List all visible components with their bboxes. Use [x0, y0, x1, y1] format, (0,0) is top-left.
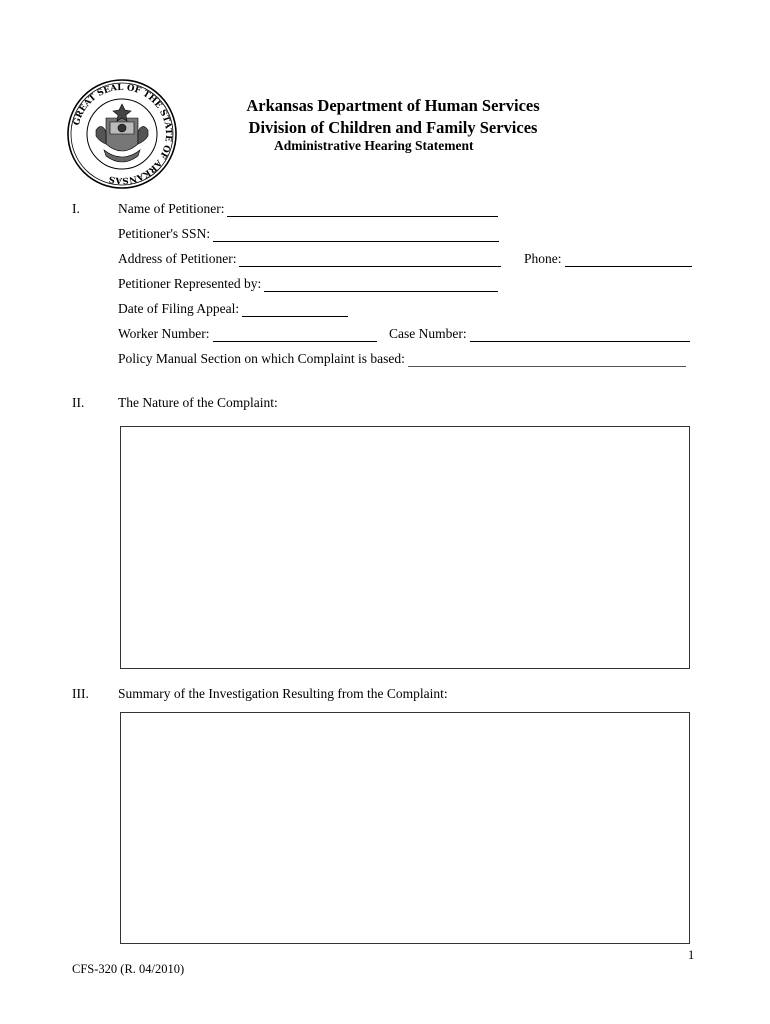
- svg-text:GREAT SEAL OF THE STATE OF ARK: GREAT SEAL OF THE STATE OF ARKANSAS: [71, 82, 174, 186]
- petitioner-name-label: Name of Petitioner:: [118, 201, 225, 216]
- division-title: Division of Children and Family Services: [248, 118, 538, 137]
- ssn-label: Petitioner's SSN:: [118, 226, 211, 241]
- department-title: Arkansas Department of Human Services: [246, 96, 540, 115]
- petitioner-name-field[interactable]: [227, 203, 498, 217]
- policy-section-label: Policy Manual Section on which Complaint is based:: [118, 351, 405, 366]
- section-3-numeral: III.: [72, 686, 89, 701]
- worker-number-label: Worker Number:: [118, 326, 210, 341]
- form-title: Administrative Hearing Statement: [274, 138, 474, 153]
- form-identifier: CFS-320 (R. 04/2010): [72, 962, 185, 976]
- filing-date-row: [118, 301, 348, 317]
- worker-number-field[interactable]: [213, 328, 377, 342]
- case-number-row: [389, 326, 690, 342]
- represented-field[interactable]: [264, 278, 498, 292]
- state-seal-logo: [66, 78, 178, 190]
- represented-label: Petitioner Represented by:: [118, 276, 262, 291]
- ssn-field[interactable]: [213, 228, 499, 242]
- complaint-nature-textbox[interactable]: [120, 426, 690, 669]
- worker-number-row: [118, 326, 377, 342]
- investigation-summary-textbox[interactable]: [120, 712, 690, 944]
- address-field[interactable]: [239, 253, 501, 267]
- filing-date-field[interactable]: [242, 303, 348, 317]
- page-number: 1: [688, 948, 695, 962]
- phone-field[interactable]: [565, 253, 692, 267]
- address-row: [118, 251, 501, 267]
- address-label: Address of Petitioner:: [118, 251, 237, 266]
- ssn-row: [118, 226, 499, 242]
- section-1-numeral: I.: [72, 201, 80, 216]
- policy-section-row: [118, 351, 686, 367]
- phone-row: [524, 251, 692, 267]
- filing-date-label: Date of Filing Appeal:: [118, 301, 240, 316]
- case-number-field[interactable]: [470, 328, 690, 342]
- policy-section-field[interactable]: [408, 353, 686, 367]
- phone-label: Phone:: [524, 251, 562, 266]
- section-2-numeral: II.: [72, 395, 85, 410]
- case-number-label: Case Number:: [389, 326, 467, 341]
- represented-row: [118, 276, 498, 292]
- petitioner-name-row: [118, 201, 498, 217]
- complaint-nature-heading: The Nature of the Complaint:: [118, 395, 278, 410]
- investigation-summary-heading: Summary of the Investigation Resulting from the Complaint:: [118, 686, 448, 701]
